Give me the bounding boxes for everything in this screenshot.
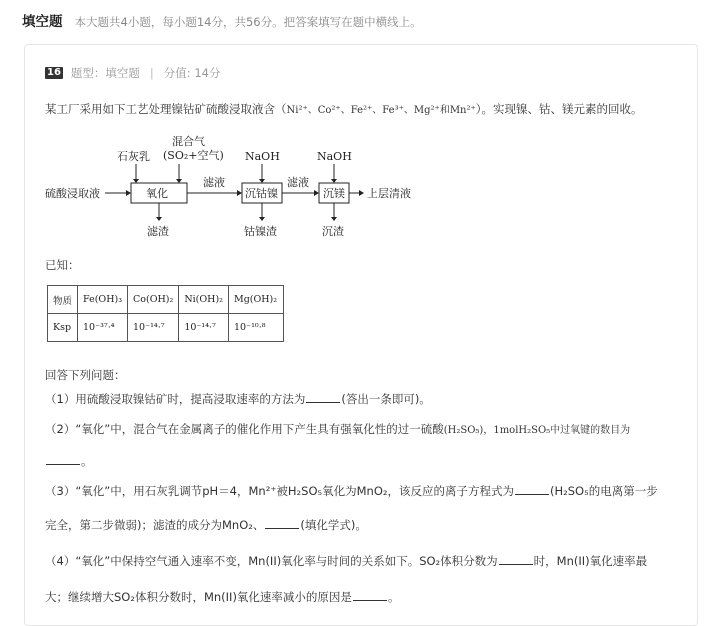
table-cell: 10⁻³⁷·⁴ xyxy=(78,314,128,342)
input-naoh2: NaOH xyxy=(317,150,352,163)
ksp-table xyxy=(47,285,284,342)
table-cell: 10⁻¹⁰·⁸ xyxy=(228,314,283,342)
arrow-filtrate2-label: 滤液 xyxy=(287,176,309,189)
arrow-filtrate1-label: 滤液 xyxy=(203,176,225,189)
table-cell: Ni(OH)₂ xyxy=(179,286,229,314)
question-number: 16 xyxy=(47,67,61,78)
arrowhead-start xyxy=(126,190,131,196)
q2-text: （2）“氧化”中，混合气在金属离子的催化作用下产生具有强氧化性的过一硫酸 xyxy=(45,422,444,436)
q4-text-b: 时，Mn(II)氧化速率最 xyxy=(533,554,648,568)
q2-end: 。 xyxy=(81,454,93,468)
q3-text-b: (H₂SO₅的电离第一步 xyxy=(549,484,658,498)
input-gas-head xyxy=(176,179,182,183)
question-score: 分值: 14分 xyxy=(163,66,221,80)
diagram-end: 上层清液 xyxy=(367,187,411,200)
q2-text-b: ，1molH₂SO₅中过氧键的数目为 xyxy=(483,425,631,436)
table-cell: Co(OH)₂ xyxy=(128,286,179,314)
answer-blank-1[interactable] xyxy=(306,391,340,403)
known-label: 已知： xyxy=(45,258,80,272)
intro-suffix: ）。实现镍、钴、镁元素的回收。 xyxy=(475,102,643,116)
meta-separator: | xyxy=(149,66,154,80)
q4-text: （4）“氧化”中保持空气通入速率不变，Mn(II)氧化率与时间的关系如下。SO₂体积分数为 xyxy=(45,554,498,568)
answer-blank-5[interactable] xyxy=(499,553,533,565)
q3-text-c: 完全，第二步微弱)；滤渣的成分为MnO₂、 xyxy=(45,518,265,532)
question-intro xyxy=(45,101,643,117)
answer-prompt: 回答下列问题： xyxy=(45,368,126,382)
question-2 xyxy=(45,421,630,437)
out-sediment: 沉渣 xyxy=(322,225,344,238)
question-type: 题型：填空题 xyxy=(70,66,140,80)
table-cell: 10⁻¹⁴·⁷ xyxy=(128,314,179,342)
input-gas-line2: (SO₂+空气) xyxy=(163,149,224,162)
input-lime-head xyxy=(133,179,139,183)
answer-blank-6[interactable] xyxy=(353,589,387,601)
process-flow-diagram xyxy=(41,131,461,241)
table-cell: 物质 xyxy=(48,286,78,314)
table-row xyxy=(48,314,284,342)
q3-text: （3）“氧化”中，用石灰乳调节pH＝4，Mn²⁺被H₂SO₅氧化为MnO₂，该反应的离子方程式为 xyxy=(45,484,514,498)
q2-formula: (H₂SO₅) xyxy=(443,425,484,436)
input-naoh1-head xyxy=(259,179,265,183)
input-lime: 石灰乳 xyxy=(117,150,150,163)
question-meta xyxy=(45,65,220,81)
question-3-line2 xyxy=(45,517,367,533)
answer-blank-2[interactable] xyxy=(46,453,80,465)
table-cell: 10⁻¹⁴·⁷ xyxy=(179,314,229,342)
table-cell: Fe(OH)₃ xyxy=(78,286,128,314)
answer-blank-4[interactable] xyxy=(265,517,299,529)
arrowhead-filtrate2 xyxy=(314,190,319,196)
section-title: 填空题 xyxy=(22,14,63,30)
q4-text-c: 大；继续增大SO₂体积分数时，Mn(II)氧化速率减小的原因是 xyxy=(45,590,352,604)
table-cell: Mg(OH)₂ xyxy=(228,286,283,314)
question-4 xyxy=(45,553,647,569)
out-co-ni-residue: 钴镍渣 xyxy=(244,225,277,238)
out3-head xyxy=(331,217,337,221)
q1-end: (答出一条即可)。 xyxy=(341,392,431,406)
question-1 xyxy=(45,391,431,407)
arrowhead-filtrate1 xyxy=(237,190,242,196)
out2-head xyxy=(259,217,265,221)
section-description: 本大题共4小题，每小题14分，共56分。把答案填写在题中横线上。 xyxy=(74,15,422,29)
intro-ions: Ni²⁺、Co²⁺、Fe²⁺、Fe³⁺、Mg²⁺和Mn²⁺ xyxy=(286,105,476,116)
out-residue: 滤渣 xyxy=(147,225,169,238)
input-naoh1: NaOH xyxy=(245,150,280,163)
section-header xyxy=(22,10,422,30)
question-2-line2 xyxy=(45,453,93,469)
diagram-start: 硫酸浸取液 xyxy=(45,187,100,200)
table-cell: Ksp xyxy=(48,314,78,342)
question-3 xyxy=(45,483,658,499)
box-mg-label: 沉镁 xyxy=(323,187,345,200)
question-card xyxy=(24,44,698,626)
input-naoh2-head xyxy=(331,179,337,183)
q3-text-d: (填化学式)。 xyxy=(300,518,367,532)
box-co-ni-label: 沉钴镍 xyxy=(245,187,278,200)
q1-text: （1）用硫酸浸取镍钴矿时，提高浸取速率的方法为 xyxy=(45,392,306,406)
arrowhead-end xyxy=(359,190,364,196)
q4-end: 。 xyxy=(387,590,400,604)
table-header-row xyxy=(48,286,284,314)
box-oxidation-label: 氧化 xyxy=(146,187,168,200)
input-gas-line1: 混合气 xyxy=(172,135,205,148)
answer-blank-3[interactable] xyxy=(515,483,549,495)
question-4-line2 xyxy=(45,589,399,605)
out1-head xyxy=(156,217,162,221)
intro-prefix: 某工厂采用如下工艺处理镍钴矿硫酸浸取液含（ xyxy=(45,102,287,116)
